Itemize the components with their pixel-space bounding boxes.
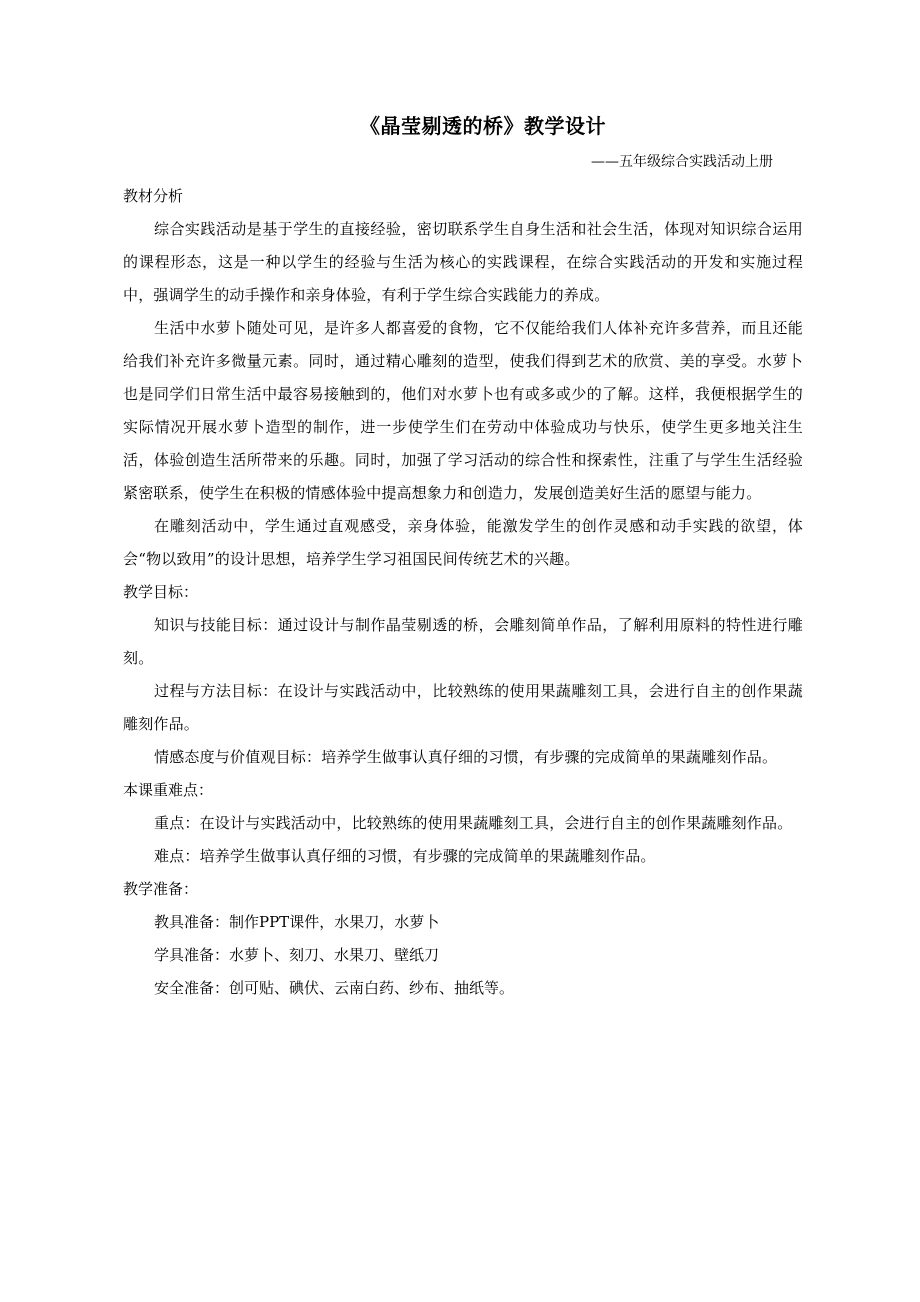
section-analysis bbox=[123, 180, 803, 576]
section-heading: 教学目标： bbox=[123, 583, 199, 601]
paragraph: 过程与方法目标：在设计与实践活动中，比较熟练的使用果蔬雕刻工具，会进行自主的创作果蔬雕刻作品。 bbox=[123, 682, 803, 733]
document-title: 《晶莹剔透的桥》教学设计 bbox=[360, 114, 606, 138]
paragraph: 情感态度与价值观目标：培养学生做事认真仔细的习惯，有步骤的完成简单的果蔬雕刻作品。 bbox=[154, 748, 778, 766]
section-heading: 教材分析 bbox=[123, 187, 184, 205]
list-item: 教具准备：制作PPT课件，水果刀，水萝卜 bbox=[154, 913, 440, 931]
paragraph: 重点：在设计与实践活动中，比较熟练的使用果蔬雕刻工具，会进行自主的创作果蔬雕刻作品。 bbox=[154, 814, 793, 832]
paragraph: 生活中水萝卜随处可见，是许多人都喜爱的食物，它不仅能给我们人体补充许多营养，而且还能给我们补充许多微量元素。同时，通过精心雕刻的造型，使我们得到艺术的欣赏、美的享受。水萝卜也是同学们日常生活中最容易接触到的，他们对水萝卜也有或多或少的了解。这样，我便根据学生的实际情况开展水萝卜造型的制作，进一步使学生们在劳动中体验成功与快乐，使学生更多地关注生活，体验创造生活所带来的乐趣。同时，加强了学习活动的综合性和探索性，注重了与学生生活经验紧密联系，使学生在积极的情感体验中提高想象力和创造力，发展创造美好生活的愿望与能力。 bbox=[123, 319, 803, 502]
list-item: 学具准备：水萝卜、刻刀、水果刀、壁纸刀 bbox=[154, 946, 440, 964]
section-goals bbox=[123, 576, 803, 774]
section-heading: 教学准备： bbox=[123, 880, 199, 898]
section-keypoints bbox=[123, 774, 803, 873]
section-preparation bbox=[123, 873, 803, 1005]
paragraph: 在雕刻活动中，学生通过直观感受，亲身体验，能激发学生的创作灵感和动手实践的欲望，体会“物以致用”的设计思想，培养学生学习祖国民间传统艺术的兴趣。 bbox=[123, 517, 803, 568]
document-subtitle: ——五年级综合实践活动上册 bbox=[591, 154, 773, 170]
paragraph: 综合实践活动是基于学生的直接经验，密切联系学生自身生活和社会生活，体现对知识综合运用的课程形态，这是一种以学生的经验与生活为核心的实践课程，在综合实践活动的开发和实施过程中，强调学生的动手操作和亲身体验，有利于学生综合实践能力的养成。 bbox=[123, 220, 803, 304]
paragraph: 知识与技能目标：通过设计与制作晶莹剔透的桥，会雕刻简单作品，了解利用原料的特性进行雕刻。 bbox=[123, 616, 803, 667]
section-heading: 本课重难点： bbox=[123, 781, 214, 799]
document-page bbox=[123, 112, 803, 1005]
list-item: 安全准备：创可贴、碘伏、云南白药、纱布、抽纸等。 bbox=[154, 979, 515, 997]
paragraph: 难点：培养学生做事认真仔细的习惯，有步骤的完成简单的果蔬雕刻作品。 bbox=[154, 847, 656, 865]
